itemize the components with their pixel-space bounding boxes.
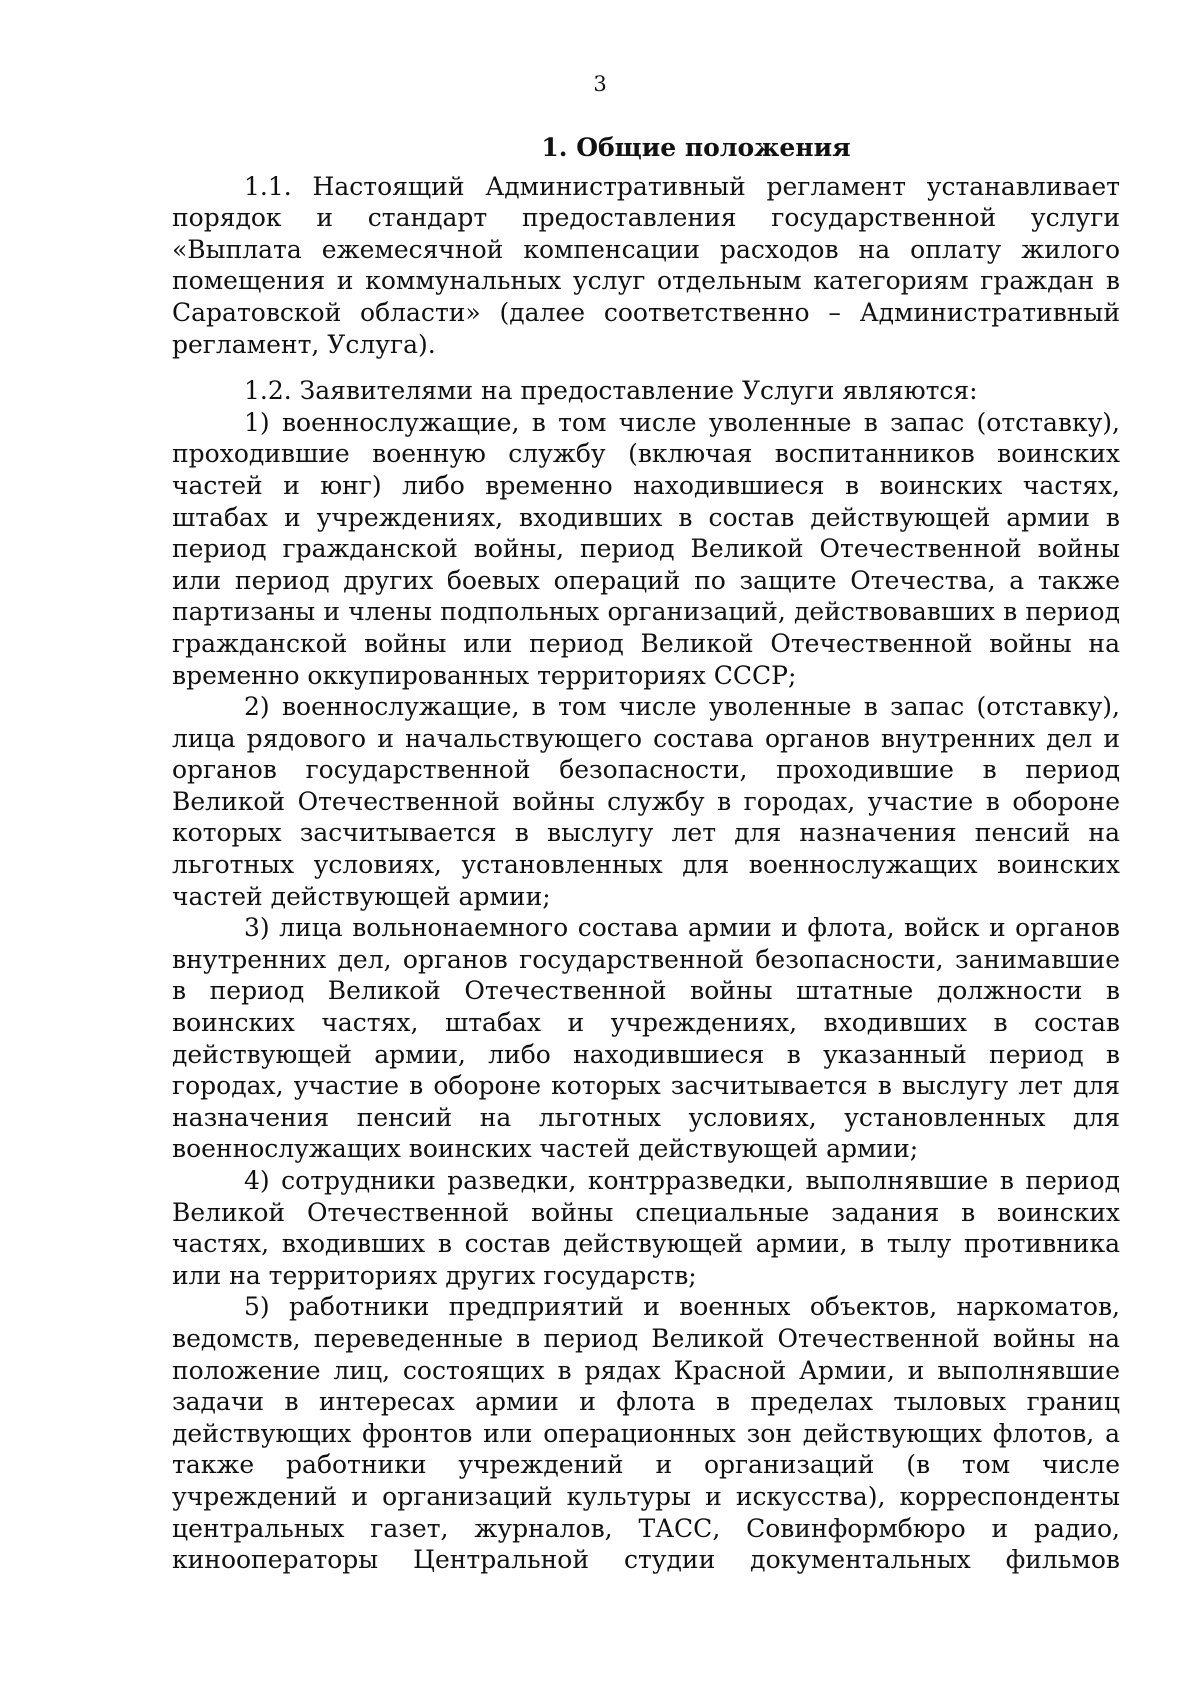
list-item-2: 2) военнослужащие, в том числе уволенные в запас (отставку), лица рядового и начальствующего состава органов внутренних дел и органов государственной безопасности, проходившие в период Великой Отечественной войны службу в городах, участие в обороне которых засчитывается в выслугу лет для назначения пенсий на льготных условиях, установленных для военнослужащих воинских частей действующей армии; bbox=[172, 692, 1120, 911]
paragraph-1-2: 1.2. Заявителями на предоставление Услуги являются: bbox=[244, 376, 978, 406]
list-item-3: 3) лица вольнонаемного состава армии и флота, войск и органов внутренних дел, органов государственной безопасности, занимавшие в период Великой Отечественной войны штатные должности в воинских частях, штабах и учреждениях, входивших в состав действующей армии, либо находившиеся в указанный период в городах, участие в обороне которых засчитывается в выслугу лет для назначения пенсий на льготных условиях, установленных для военнослужащих воинских частей действующей армии; bbox=[172, 913, 1120, 1164]
list-item-5: 5) работники предприятий и военных объектов, наркоматов, ведомств, переведенные в период Великой Отечественной войны на положение лиц, состоящих в рядах Красной Армии, и выполнявшие задачи в интересах армии и флота в пределах тыловых границ действующих фронтов или операционных зон действующих флотов, а также работники учреждений и организаций (в том числе учреждений и организаций культуры и искусства), корреспонденты центральных газет, журналов, ТАСС, Совинформбюро и радио, кинооператоры Центральной студии документальных фильмов bbox=[172, 1292, 1120, 1575]
document-body bbox=[172, 132, 1120, 1576]
paragraph-1-1: 1.1. Настоящий Административный регламент устанавливает порядок и стандарт предоставления государственной услуги «Выплата ежемесячной компенсации расходов на оплату жилого помещения и коммунальных услуг отдельным категориям граждан в Саратовской области» (далее соответственно – Административный регламент, Услуга). bbox=[172, 171, 1120, 359]
list-item-1: 1) военнослужащие, в том числе уволенные в запас (отставку), проходившие военную службу (включая воспитанников воинских частей и юнг) либо временно находившиеся в воинских частях, штабах и учреждениях, входивших в состав действующей армии в период гражданской войны, период Великой Отечественной войны или период других боевых операций по защите Отечества, а также партизаны и члены подпольных организаций, действовавших в период гражданской войны или период Великой Отечественной войны на временно оккупированных территориях СССР; bbox=[172, 407, 1120, 690]
page-number: 3 bbox=[593, 72, 607, 96]
section-heading: 1. Общие положения bbox=[541, 133, 851, 162]
list-item-4: 4) сотрудники разведки, контрразведки, выполнявшие в период Великой Отечественной войны специальные задания в воинских частях, входивших в состав действующей армии, в тылу противника или на территориях других государств; bbox=[172, 1166, 1120, 1290]
